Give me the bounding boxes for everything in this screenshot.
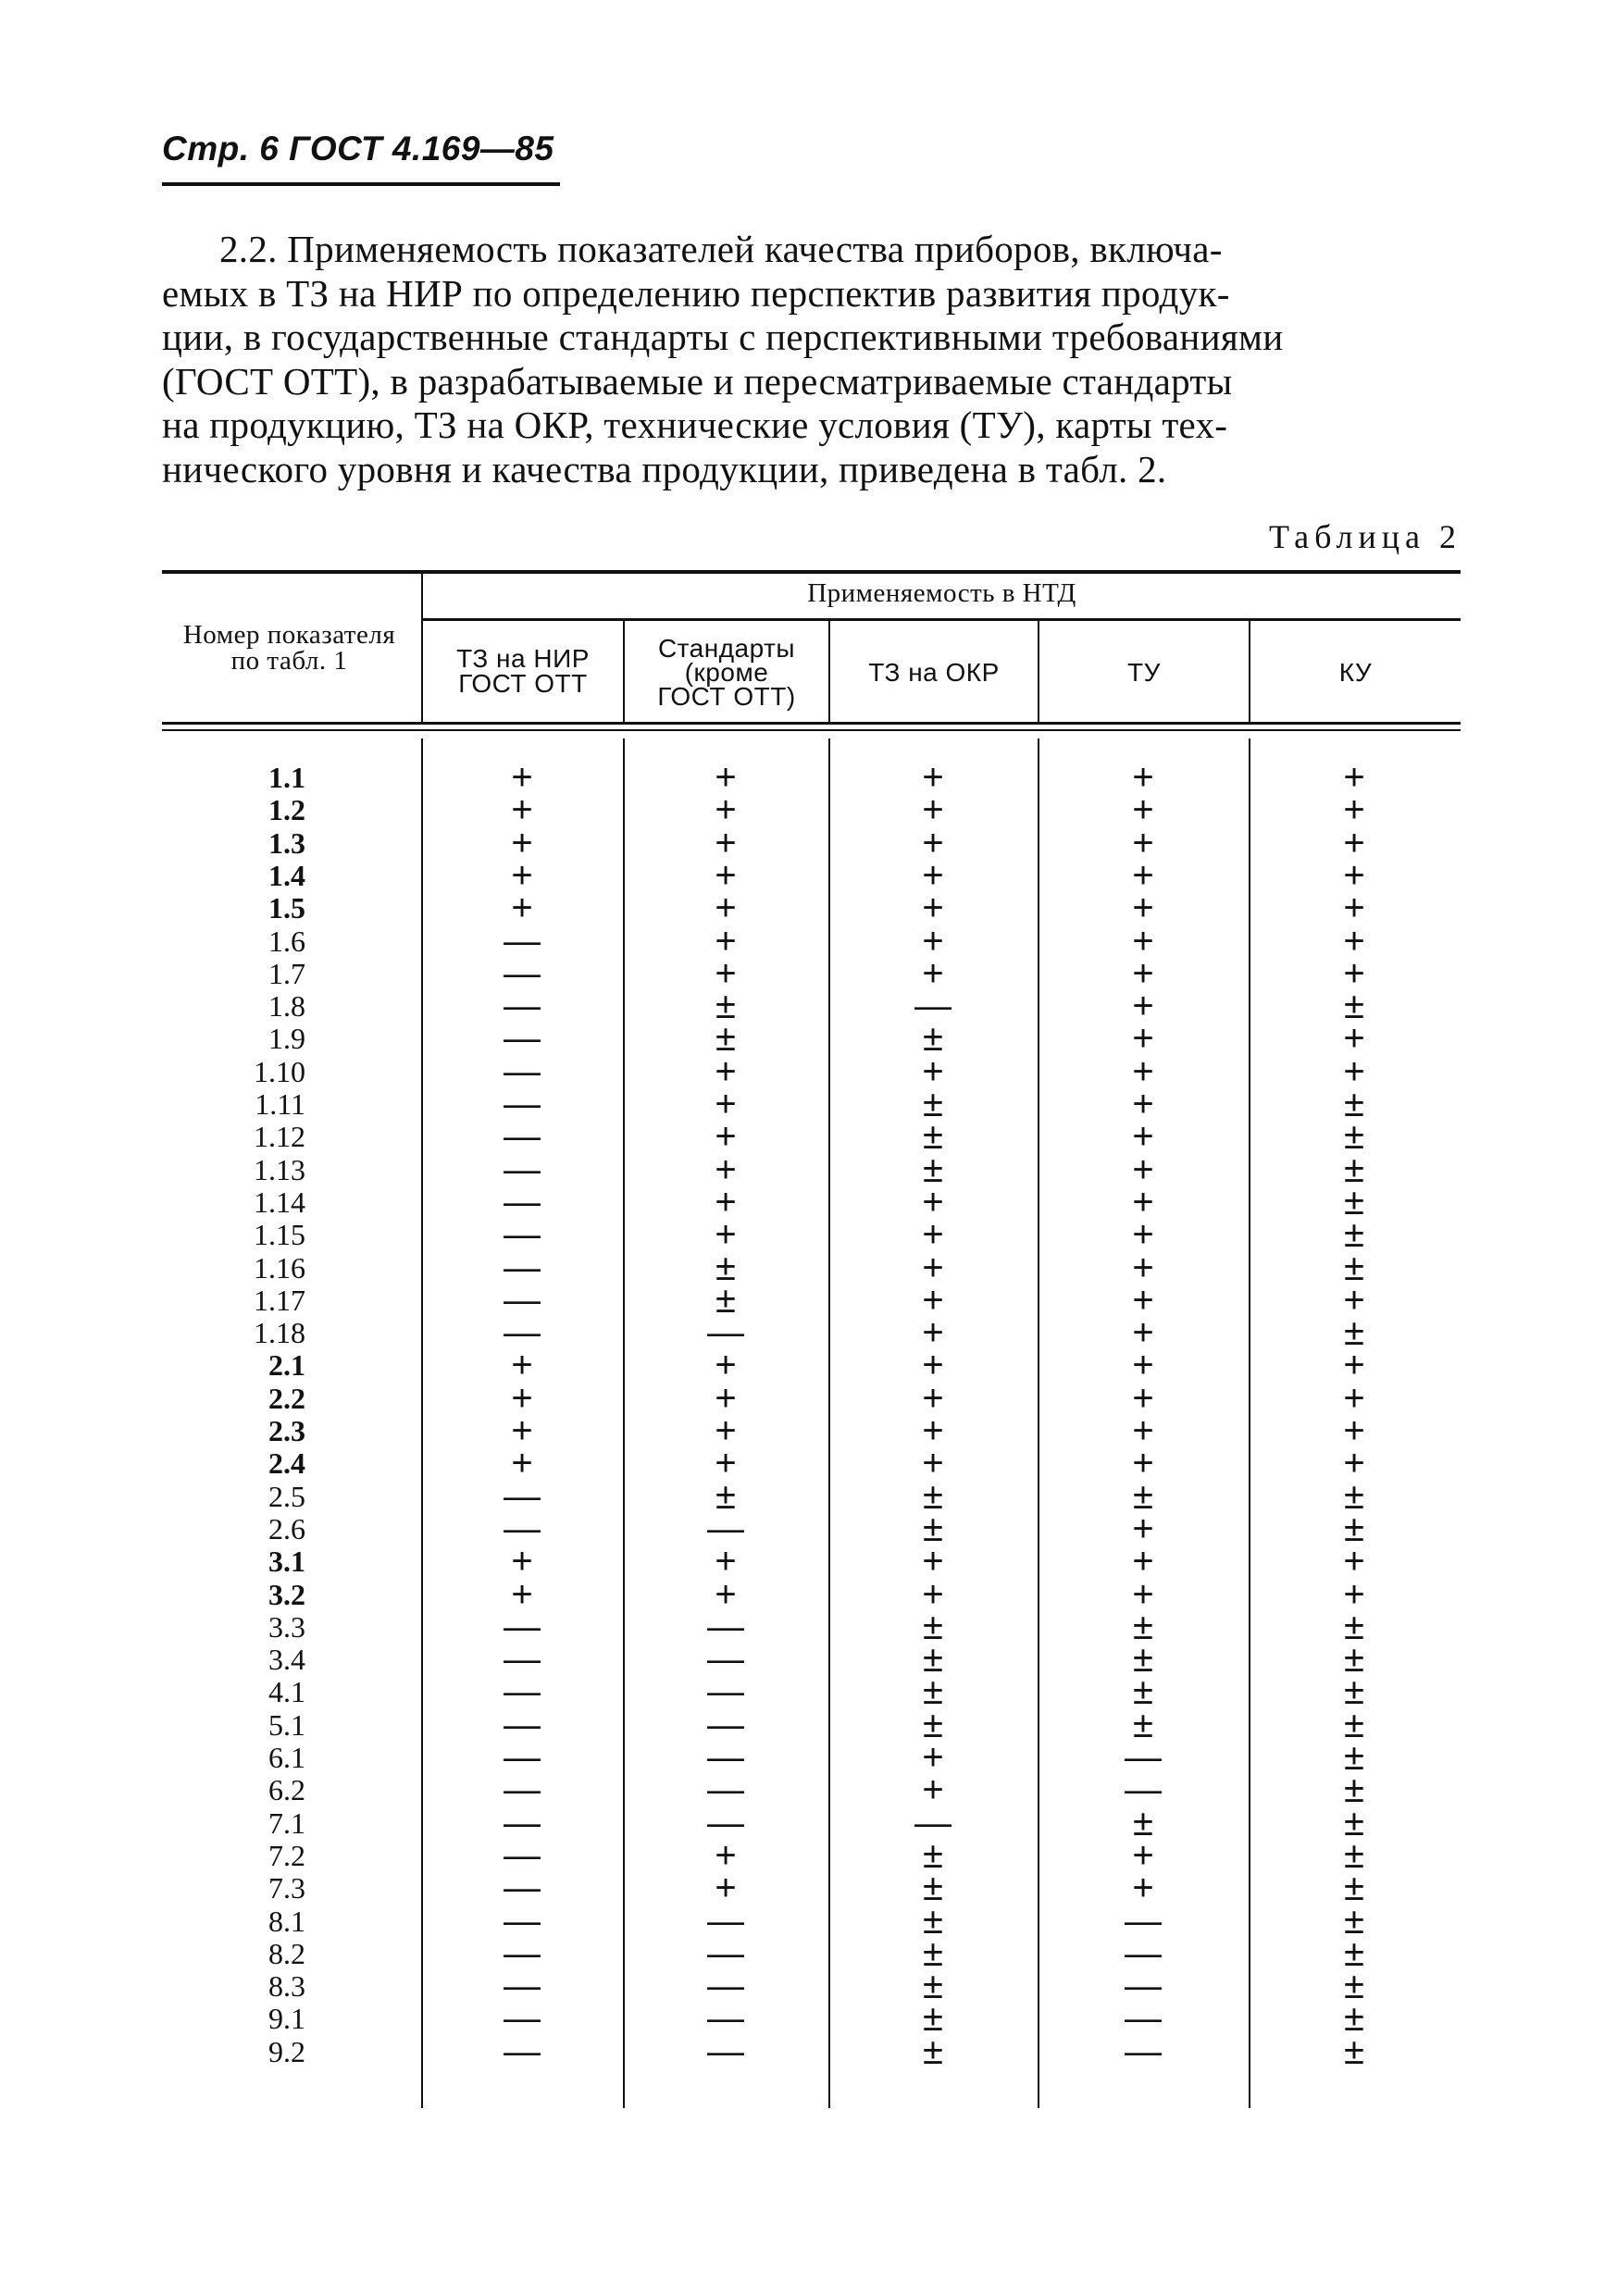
row-label: 1.12 <box>254 1120 305 1154</box>
table-cell: ± <box>1344 1214 1364 1256</box>
table-cell: + <box>1132 854 1154 896</box>
table-cell: — <box>504 1704 541 1745</box>
table-cell: — <box>504 1181 541 1222</box>
row-label: 3.1 <box>268 1545 305 1579</box>
table-cell: + <box>1132 757 1154 798</box>
table-cell: ± <box>923 1998 943 2040</box>
table-cell: ± <box>715 1247 736 1288</box>
table-cell: + <box>715 1116 737 1158</box>
table-cell: + <box>511 1410 533 1451</box>
row-label: 8.3 <box>268 1969 305 2004</box>
table-cell: ± <box>923 2030 943 2072</box>
table-cell: ± <box>1344 1868 1364 1909</box>
table-cell: — <box>707 1312 744 1354</box>
table-cell: + <box>1343 1279 1365 1321</box>
table-cell: + <box>1132 920 1154 962</box>
table-cell: + <box>511 1443 533 1484</box>
table-cell: ± <box>923 1966 943 2007</box>
table-cell: ± <box>1344 1834 1364 1876</box>
table-cell: + <box>715 854 737 896</box>
table-cell: ± <box>923 1018 943 1060</box>
table-cell: ± <box>923 1475 943 1517</box>
table-cell: + <box>715 1181 737 1222</box>
table-cell: + <box>715 822 737 863</box>
table-cell: + <box>1343 1050 1365 1092</box>
col-header-tu <box>1039 660 1249 685</box>
col-header-line: ТЗ на НИР <box>456 644 590 673</box>
table-cell: — <box>1125 1737 1162 1778</box>
table-cell: + <box>1132 1573 1154 1615</box>
paragraph-line: (ГОСТ ОТТ), в разрабатываемые и пересматриваемые стандарты <box>162 359 1233 403</box>
table-cell: + <box>1132 1541 1154 1582</box>
table-cell: + <box>1132 1508 1154 1549</box>
table-cell: — <box>504 986 541 1027</box>
table-cell: ± <box>1344 1084 1364 1124</box>
table-cell: + <box>922 1769 944 1811</box>
paragraph-line: нического уровня и качества продукции, приведена в табл. 2. <box>162 447 1167 490</box>
table-cell: ± <box>715 1279 736 1321</box>
table-cell: — <box>504 1868 541 1909</box>
table-cell: + <box>511 822 533 863</box>
col-header-line: ГОСТ ОТТ) <box>657 682 796 711</box>
table-cell: + <box>1132 1247 1154 1288</box>
table-cell: + <box>1343 920 1365 962</box>
table-cell: — <box>914 986 952 1027</box>
table-cell: — <box>504 1998 541 2040</box>
table-cell: — <box>504 1116 541 1158</box>
table-cell: ± <box>1133 1639 1153 1681</box>
table-cell: ± <box>923 1606 943 1647</box>
table-cell: + <box>1132 1214 1154 1256</box>
row-label: 2.6 <box>268 1511 305 1545</box>
table-cell: + <box>1132 986 1154 1027</box>
table-cell: ± <box>1344 1247 1364 1288</box>
paragraph-line: 2.2. Применяемость показателей качества приборов, включа- <box>219 228 1223 270</box>
row-label: 1.5 <box>268 891 305 925</box>
row-label: 2.2 <box>268 1381 305 1415</box>
row-header-line: Номер показателя <box>182 620 396 650</box>
row-label: 1.15 <box>254 1218 305 1252</box>
table-cell: — <box>1125 1966 1162 2007</box>
header-rule <box>162 182 560 186</box>
row-label: 9.2 <box>268 2034 305 2068</box>
table-cell: ± <box>1133 1704 1153 1745</box>
table-cell: + <box>1343 887 1365 929</box>
table-cell: ± <box>1344 1802 1364 1843</box>
table-cell: ± <box>923 1084 943 1124</box>
table-cell: ± <box>715 1475 736 1517</box>
table-cell: — <box>504 1214 541 1256</box>
table-cell: + <box>922 1410 944 1451</box>
table-cell: + <box>922 1214 944 1256</box>
table-cell: + <box>922 1312 944 1354</box>
table-title: Таблица 2 <box>1269 518 1462 555</box>
table-cell: + <box>511 789 533 831</box>
table-cell: — <box>504 1834 541 1876</box>
table-cell: + <box>511 887 533 929</box>
row-label: 8.1 <box>268 1904 305 1938</box>
table-cell: + <box>1132 1410 1154 1451</box>
table-cell: + <box>1132 1345 1154 1386</box>
table-cell: + <box>922 952 944 994</box>
table-cell: + <box>1132 1279 1154 1321</box>
table-cell: + <box>1132 1018 1154 1060</box>
table-cell: ± <box>1344 1737 1364 1778</box>
row-label: 8.2 <box>268 1936 305 1970</box>
table-cell: + <box>922 822 944 863</box>
row-label: 2.5 <box>268 1479 305 1513</box>
table-cell: — <box>504 1966 541 2007</box>
row-label: 1.18 <box>254 1316 305 1350</box>
col-header-line: ТУ <box>1127 658 1161 687</box>
col-header-line: КУ <box>1338 658 1373 687</box>
table-cell: + <box>1132 1084 1154 1124</box>
table-cell: ± <box>1344 1639 1364 1681</box>
table-cell: + <box>511 1541 533 1582</box>
row-label: 1.13 <box>254 1152 305 1186</box>
row-label: 1.9 <box>268 1022 305 1056</box>
table-cell: — <box>914 1802 952 1843</box>
table-cell: — <box>504 1932 541 1974</box>
table-cell: + <box>922 854 944 896</box>
table-cell: — <box>707 1998 744 2040</box>
table-cell: ± <box>715 1018 736 1060</box>
table-cell: + <box>715 887 737 929</box>
row-label: 2.3 <box>268 1414 305 1447</box>
col-header-ku <box>1250 660 1461 685</box>
table-cell: ± <box>1344 1181 1364 1222</box>
table-cell: + <box>1132 1050 1154 1092</box>
table-cell: ± <box>1344 1900 1364 1942</box>
table-cell: ± <box>923 1148 943 1190</box>
table-cell: ± <box>923 1900 943 1942</box>
table-cell: + <box>1132 1443 1154 1484</box>
row-label: 7.2 <box>268 1838 305 1872</box>
page-header: Стр. 6 ГОСТ 4.169—85 <box>162 130 554 168</box>
table-cell: + <box>1132 952 1154 994</box>
table-cell: ± <box>923 1704 943 1745</box>
table-cell: + <box>715 757 737 798</box>
table-cell: + <box>715 1541 737 1582</box>
table-cell: + <box>922 1050 944 1092</box>
table-cell: + <box>1343 757 1365 798</box>
table-cell: — <box>1125 1900 1162 1942</box>
table-cell: + <box>511 1377 533 1419</box>
table-cell: — <box>1125 1769 1162 1811</box>
table-cell: — <box>1125 1932 1162 1974</box>
col-divider <box>623 738 625 2108</box>
table-cell: + <box>922 1247 944 1288</box>
table-cell: — <box>707 1900 744 1942</box>
table-cell: ± <box>1344 1769 1364 1811</box>
row-label: 2.4 <box>268 1446 305 1481</box>
table-cell: + <box>715 1573 737 1615</box>
table-cell: + <box>715 920 737 962</box>
table-cell: + <box>1343 1377 1365 1419</box>
table-cell: + <box>511 854 533 896</box>
table-cell: + <box>1132 1312 1154 1354</box>
table-cell: — <box>504 1312 541 1354</box>
paragraph-line: на продукцию, ТЗ на ОКР, технические условия (ТУ), карты тех- <box>162 403 1228 446</box>
table-cell: — <box>707 1704 744 1745</box>
table-cell: + <box>715 1443 737 1484</box>
table-cell: — <box>504 1900 541 1942</box>
table-cell: — <box>504 1018 541 1060</box>
table-cell: — <box>707 1802 744 1843</box>
col-header-tz-nir <box>423 646 623 696</box>
table-cell: + <box>715 1834 737 1876</box>
table-cell: ± <box>923 1508 943 1549</box>
table-cell: + <box>1343 1541 1365 1582</box>
table-cell: ± <box>1344 1116 1364 1158</box>
header-bottom-rule-2 <box>162 729 1461 731</box>
table-cell: — <box>1125 1998 1162 2040</box>
table-cell: — <box>504 952 541 994</box>
table-cell: + <box>1132 822 1154 863</box>
row-label: 3.3 <box>268 1609 305 1644</box>
table-cell: + <box>922 1737 944 1778</box>
table-cell: — <box>707 1671 744 1713</box>
table-cell: ± <box>923 1868 943 1909</box>
table-cell: + <box>1343 952 1365 994</box>
row-label: 1.14 <box>254 1185 305 1219</box>
table-cell: ± <box>1344 1312 1364 1354</box>
table-cell: — <box>504 1671 541 1713</box>
row-label: 1.3 <box>268 825 305 860</box>
table-cell: ± <box>1133 1802 1153 1843</box>
table-cell: + <box>922 789 944 831</box>
row-label: 9.1 <box>268 2002 305 2036</box>
table-cell: + <box>1132 789 1154 831</box>
table-cell: — <box>504 920 541 962</box>
table-cell: — <box>707 1737 744 1778</box>
table-cell: — <box>504 1606 541 1647</box>
row-label: 1.1 <box>268 761 305 794</box>
table-cell: + <box>1132 887 1154 929</box>
table-cell: — <box>504 2030 541 2072</box>
table-top-rule <box>162 570 1461 574</box>
table-cell: + <box>1132 1148 1154 1190</box>
table-cell: + <box>715 1148 737 1190</box>
row-label: 3.4 <box>268 1643 305 1677</box>
row-label: 5.1 <box>268 1707 305 1742</box>
table-cell: + <box>922 920 944 962</box>
col-header-standards <box>625 634 828 711</box>
row-label: 1.16 <box>254 1250 305 1285</box>
table-cell: ± <box>1344 1704 1364 1745</box>
table-cell: — <box>707 1932 744 1974</box>
row-label: 6.1 <box>268 1741 305 1774</box>
table-cell: + <box>1343 1018 1365 1060</box>
table-cell: — <box>707 1966 744 2007</box>
table-cell: ± <box>1344 986 1364 1027</box>
table-cell: + <box>922 887 944 929</box>
table-cell: ± <box>1344 1998 1364 2040</box>
table-cell: — <box>1125 2030 1162 2072</box>
table-cell: + <box>511 757 533 798</box>
row-label: 4.1 <box>268 1675 305 1709</box>
table-cell: — <box>707 1508 744 1549</box>
table-cell: ± <box>1344 1606 1364 1647</box>
table-cell: + <box>1343 789 1365 831</box>
paragraph-line: емых в ТЗ на НИР по определению перспектив развития продук- <box>162 271 1230 315</box>
table-cell: + <box>715 789 737 831</box>
table-cell: ± <box>1344 1966 1364 2007</box>
table-cell: ± <box>923 1932 943 1974</box>
table-cell: — <box>707 1606 744 1647</box>
table-cell: + <box>1343 822 1365 863</box>
table-cell: ± <box>1344 1508 1364 1549</box>
intro-paragraph <box>162 228 1461 491</box>
table-cell: — <box>707 2030 744 2072</box>
table-cell: — <box>504 1247 541 1288</box>
table-cell: — <box>707 1639 744 1681</box>
table-cell: + <box>1132 1116 1154 1158</box>
table-cell: — <box>504 1148 541 1190</box>
row-header-line: по табл. 1 <box>230 646 348 676</box>
group-header: Применяемость в НТД <box>807 578 1076 608</box>
col-divider <box>421 738 423 2108</box>
col-divider <box>1249 738 1250 2108</box>
table-cell: ± <box>715 986 736 1027</box>
table-cell: ± <box>1344 1671 1364 1713</box>
table-cell: + <box>922 1279 944 1321</box>
table-cell: — <box>504 1084 541 1124</box>
row-label: 1.6 <box>268 924 305 958</box>
col-header-line: Стандарты <box>657 634 796 663</box>
col-divider <box>1038 738 1039 2108</box>
table-cell: + <box>715 1410 737 1451</box>
table-cell: ± <box>923 1639 943 1681</box>
table-cell: + <box>715 1868 737 1909</box>
table-cell: ± <box>1344 1475 1364 1517</box>
col-header-line: ТЗ на ОКР <box>868 658 1000 687</box>
col-divider <box>828 738 830 2108</box>
table-cell: — <box>504 1508 541 1549</box>
table-cell: + <box>715 1214 737 1256</box>
row-label: 1.4 <box>268 858 305 892</box>
row-label: 1.7 <box>268 956 305 990</box>
table-cell: + <box>922 1573 944 1615</box>
paragraph-line: ции, в государственные стандарты с перспективными требованиями <box>162 316 1284 358</box>
table-cell: ± <box>923 1834 943 1876</box>
table-cell: + <box>922 1443 944 1484</box>
row-label: 7.1 <box>268 1806 305 1840</box>
table-cell: — <box>504 1475 541 1517</box>
row-label: 1.8 <box>268 989 305 1024</box>
table-cell: ± <box>923 1116 943 1158</box>
row-label: 6.2 <box>268 1773 305 1807</box>
table-cell: + <box>1132 1181 1154 1222</box>
table-cell: + <box>1343 1345 1365 1386</box>
table-cell: — <box>504 1737 541 1778</box>
table-cell: — <box>504 1639 541 1681</box>
table-cell: ± <box>923 1671 943 1713</box>
col-header-tz-okr <box>830 660 1038 685</box>
table-cell: + <box>511 1573 533 1615</box>
table-cell: ± <box>1344 2030 1364 2072</box>
table-cell: + <box>715 1377 737 1419</box>
table-cell: + <box>922 1541 944 1582</box>
table-cell: ± <box>1133 1671 1153 1713</box>
table-cell: + <box>922 1377 944 1419</box>
table-cell: + <box>922 1181 944 1222</box>
row-label: 1.10 <box>254 1054 305 1088</box>
group-header-rule <box>421 618 1461 621</box>
table-cell: + <box>1132 1868 1154 1909</box>
table-cell: + <box>1343 1573 1365 1615</box>
table-cell: ± <box>1133 1475 1153 1517</box>
row-label: 1.11 <box>255 1087 305 1121</box>
table-cell: + <box>715 1084 737 1124</box>
table-cell: + <box>1343 854 1365 896</box>
row-header <box>162 622 417 674</box>
row-label: 3.2 <box>268 1577 305 1611</box>
table-cell: — <box>504 1769 541 1811</box>
table-cell: ± <box>1344 1932 1364 1974</box>
table-cell: + <box>1132 1834 1154 1876</box>
table-cell: + <box>715 1050 737 1092</box>
table-cell: + <box>511 1345 533 1386</box>
table-cell: — <box>504 1279 541 1321</box>
row-label: 1.17 <box>254 1283 305 1317</box>
table-cell: ± <box>1344 1148 1364 1190</box>
row-label: 7.3 <box>268 1871 305 1905</box>
header-bottom-rule <box>162 722 1461 725</box>
row-label: 2.1 <box>268 1348 305 1383</box>
table-cell: + <box>922 1345 944 1386</box>
row-label: 1.2 <box>268 793 305 827</box>
table-cell: — <box>504 1802 541 1843</box>
table-cell: + <box>922 757 944 798</box>
col-header-line: (кроме <box>684 658 769 687</box>
table-cell: + <box>715 952 737 994</box>
table-cell: — <box>504 1050 541 1092</box>
table-cell: + <box>1132 1377 1154 1419</box>
table-cell: ± <box>1133 1606 1153 1647</box>
table-cell: + <box>1343 1443 1365 1484</box>
table-cell: + <box>715 1345 737 1386</box>
table-cell: + <box>1343 1410 1365 1451</box>
table-cell: — <box>707 1769 744 1811</box>
col-header-line: ГОСТ ОТТ <box>458 669 588 698</box>
